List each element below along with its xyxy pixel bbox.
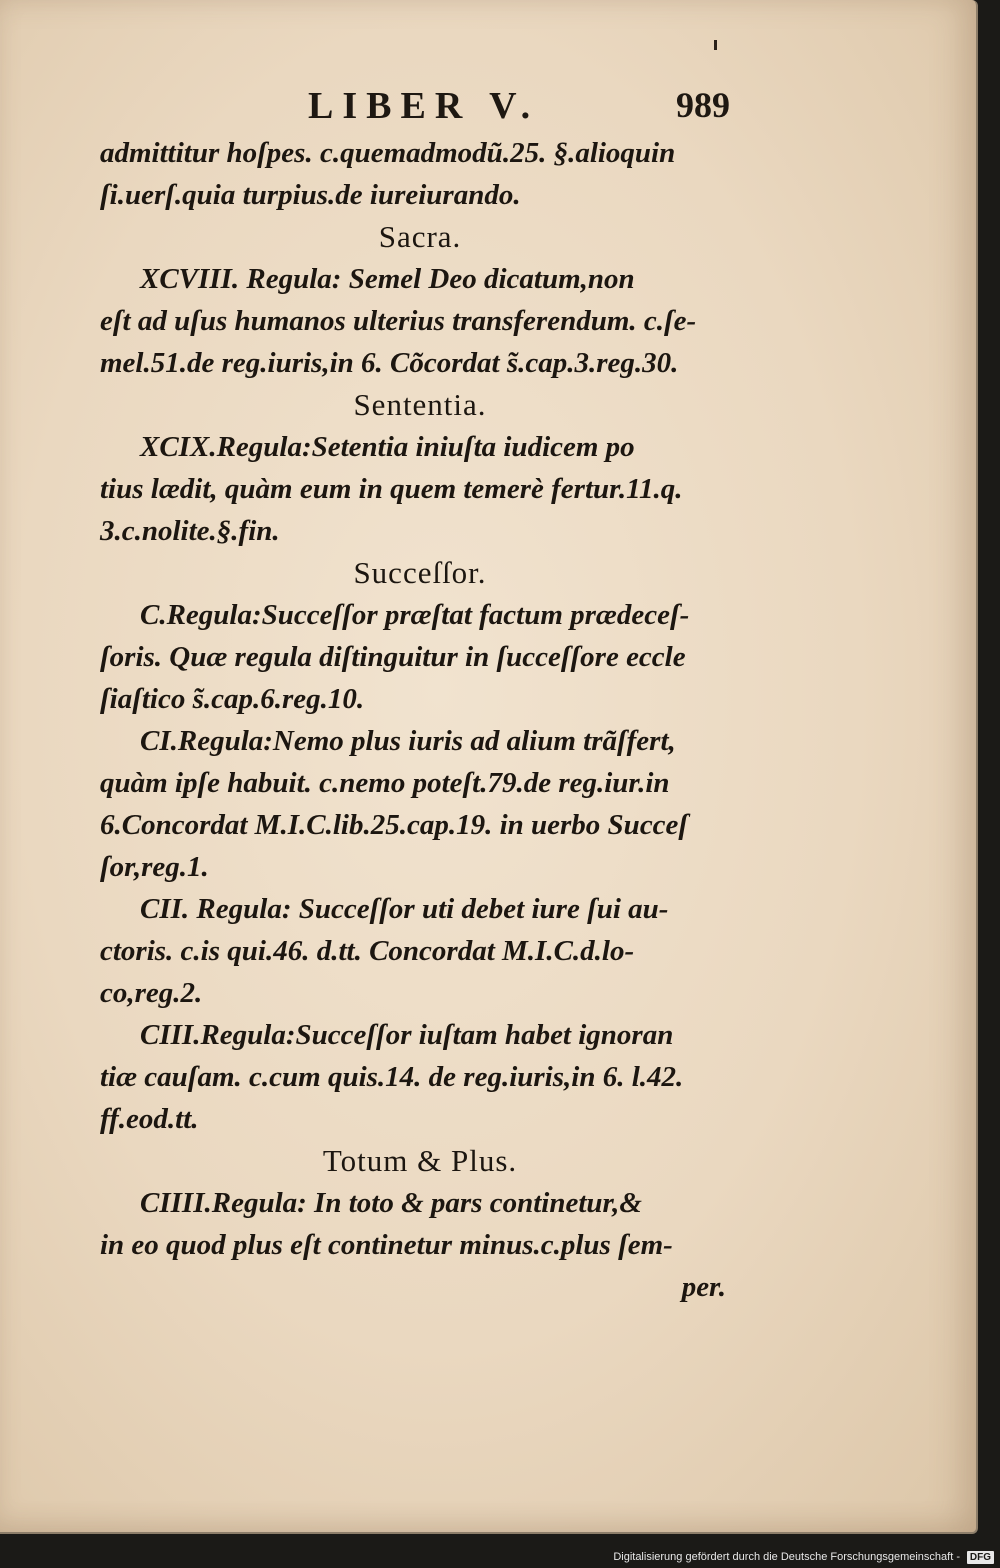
text-line: ff.eod.tt. [100,1103,199,1135]
text-line: ctoris. c.is qui.46. d.tt. Concordat M.I.C.d.lo- [100,935,635,967]
page-number: 989 [676,85,730,125]
dfg-logo: DFG [967,1551,994,1564]
text-line: co,reg.2. [100,977,203,1009]
text-line: ſoris. Quæ regula diſtinguitur in ſucceſſore eccle [100,641,686,673]
text-line: eſt ad uſus humanos ulterius transferendum. c.ſe- [100,305,697,337]
text-line: in eo quod plus eſt continetur minus.c.plus ſem- [100,1229,673,1261]
footer-bar [0,1549,1000,1568]
text-line: ſiaſtico s̃.cap.6.reg.10. [100,683,365,715]
text-block [100,132,740,1308]
text-line: ſor,reg.1. [100,851,209,883]
text-line: CIII.Regula:Succeſſor iuſtam habet ignoran [140,1019,674,1051]
section-heading: Sententia. [353,387,487,422]
text-line: ſi.uerſ.quia turpius.de iureiurando. [100,179,521,211]
text-line: per. [681,1271,726,1303]
section-heading: Totum & Plus. [322,1143,518,1178]
page-mark [714,40,717,50]
text-line: XCIX.Regula:Setentia iniuſta iudicem po [140,431,635,463]
text-line: XCVIII. Regula: Semel Deo dicatum,non [140,263,635,295]
text-line: C.Regula:Succeſſor præſtat factum prædeceſ- [140,599,690,631]
running-head: LIBER V. [308,85,540,127]
page-header [300,84,730,128]
text-line: tiæ cauſam. c.cum quis.14. de reg.iuris,in 6. l.42. [100,1061,684,1093]
digitization-credit: Digitalisierung gefördert durch die Deutsche Forschungsgemeinschaft - [613,1551,960,1563]
section-heading: Succeſſor. [353,555,487,590]
section-heading: Sacra. [378,219,462,254]
text-line: mel.51.de reg.iuris,in 6. Cõcordat s̃.cap.3.reg.30. [100,347,679,379]
text-line: admittitur hoſpes. c.quemadmodũ.25. §.alioquin [100,137,676,169]
text-line: CI.Regula:Nemo plus iuris ad alium trãſfert, [140,725,676,757]
text-line: 6.Concordat M.I.C.lib.25.cap.19. in uerbo Succeſ [100,809,689,841]
text-line: quàm ipſe habuit. c.nemo poteſt.79.de reg.iur.in [100,767,670,799]
text-line: CII. Regula: Succeſſor uti debet iure ſui au- [140,893,669,925]
text-line: CIIII.Regula: In toto & pars continetur,& [140,1187,642,1219]
text-line: 3.c.nolite.§.fin. [100,515,280,547]
text-line: tius lædit, quàm eum in quem temerè fertur.11.q. [100,473,683,505]
